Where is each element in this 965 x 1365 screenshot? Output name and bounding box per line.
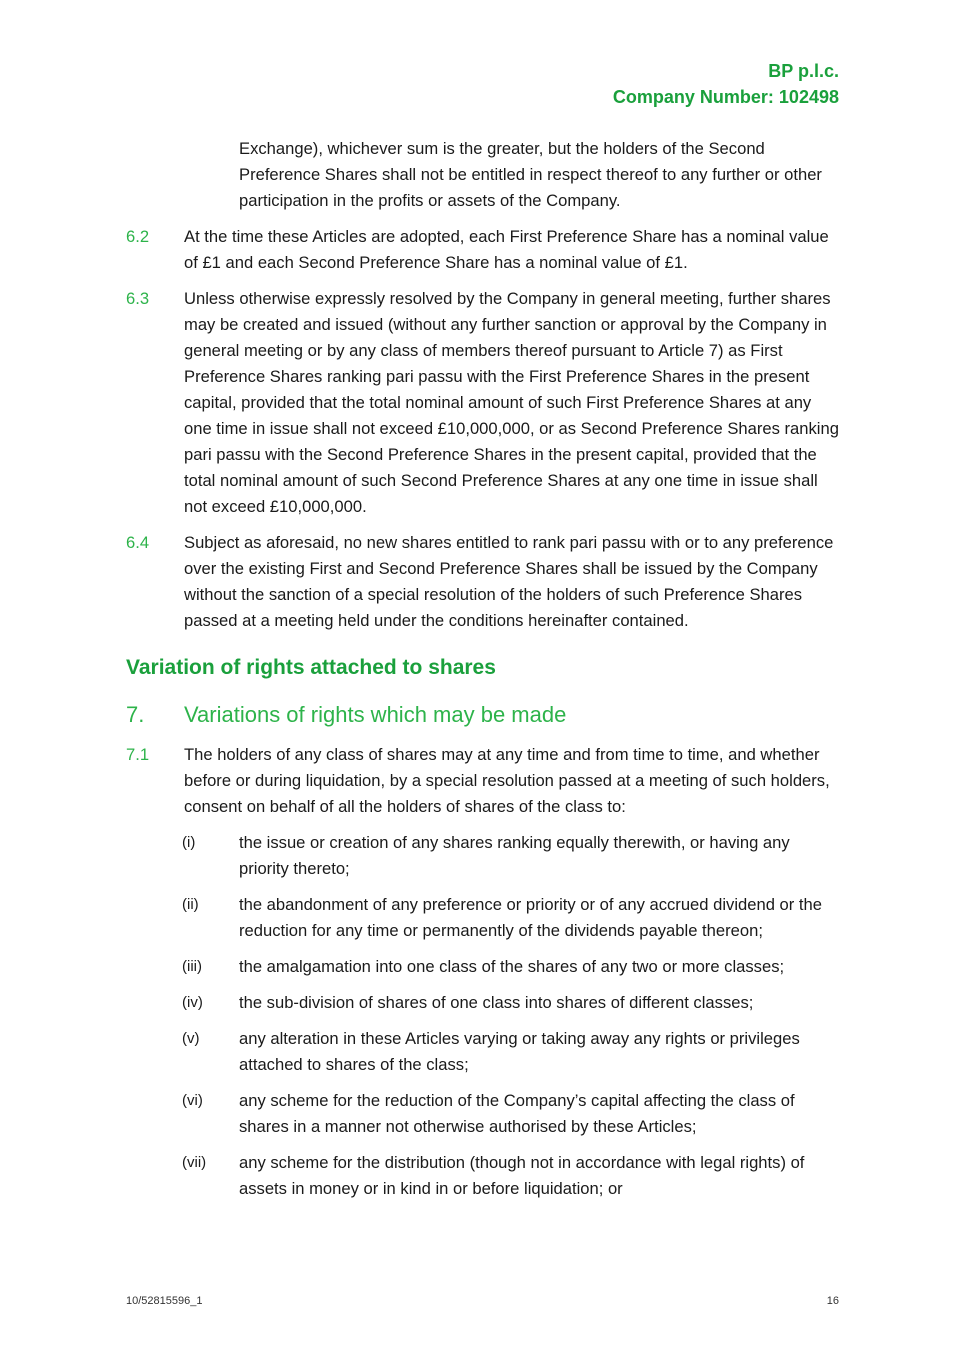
clause-6-4 [126, 530, 840, 634]
clause-text: At the time these Articles are adopted, each First Preference Share has a nominal value of £1 and each Second Preference Share has a nominal value of £1. [184, 227, 829, 272]
list-item-text: any scheme for the distribution (though not in accordance with legal rights) of assets in money or in kind in or before liquidation; or [239, 1153, 805, 1198]
list-item-number: (v) [182, 1030, 200, 1047]
document-body [126, 136, 840, 1212]
clause-text: The holders of any class of shares may at any time and from time to time, and whether before or during liquidation, by a special resolution passed at a meeting of such holders, consent on behalf of all the holders of shares of the class to: [184, 745, 830, 816]
article-title: Variations of rights which may be made [184, 702, 567, 727]
article-heading [126, 700, 840, 730]
document-reference: 10/52815596_1 [126, 1295, 203, 1307]
list-item-number: (iii) [182, 958, 202, 975]
clause-number: 7.1 [126, 745, 150, 764]
list-item [126, 1150, 840, 1202]
article-number: 7. [126, 702, 145, 727]
clause-text: Subject as aforesaid, no new shares entitled to rank pari passu with or to any preference over the existing First and Second Preference Shares shall be issued by the Company without the sanction of a special resolution of the holders of such Preference Shares passed at a meeting held under the conditions hereinafter contained. [184, 533, 834, 630]
list-item-number: (vi) [182, 1092, 203, 1109]
company-name: BP p.l.c. [768, 61, 839, 81]
list-item-text: any scheme for the reduction of the Company’s capital affecting the class of shares in a manner not otherwise authorised by these Articles; [239, 1091, 795, 1136]
list-item [126, 830, 840, 882]
list-item-text: the sub-division of shares of one class into shares of different classes; [239, 993, 754, 1012]
list-item [126, 990, 840, 1016]
clause-text: Unless otherwise expressly resolved by the Company in general meeting, further shares may be created and issued (without any further sanction or approval by the Company in general meeting or by any class of members thereof pursuant to Article 7) as First Preference Shares ranking pari passu with the First Preference Shares in the present capital, provided that the total nominal amount of such First Preference Shares at any one time in issue shall not exceed £10,000,000, or as Second Preference Shares ranking pari passu with the Second Preference Shares in the present capital, provided that the total nominal amount of such Second Preference Shares at any one time in issue shall not exceed £10,000,000. [184, 289, 839, 516]
clause-number: 6.4 [126, 533, 150, 552]
list-item [126, 1026, 840, 1078]
list-item-text: the issue or creation of any shares ranking equally therewith, or having any priority thereto; [239, 833, 790, 878]
page-header [613, 58, 839, 110]
company-number: Company Number: 102498 [612, 87, 839, 107]
continuation-paragraph: Exchange), whichever sum is the greater, but the holders of the Second Preference Shares shall not be entitled in respect thereof to any further or other participation in the profits or assets of the Company. [239, 139, 822, 210]
clause-6-3 [126, 286, 840, 520]
clause-number: 6.3 [126, 289, 150, 308]
clause-7-1 [126, 742, 840, 820]
list-item [126, 892, 840, 944]
clause-6-2 [126, 224, 840, 276]
list-item-number: (vii) [182, 1154, 207, 1171]
list-item-text: the abandonment of any preference or priority or of any accrued dividend or the reduction for any time or permanently of the dividends payable thereon; [239, 895, 822, 940]
list-item [126, 954, 840, 980]
list-item-number: (i) [182, 834, 196, 851]
page-number: 16 [826, 1295, 839, 1307]
section-heading: Variation of rights attached to shares [126, 656, 496, 679]
list-item-text: any alteration in these Articles varying or taking away any rights or privileges attached to shares of the class; [239, 1029, 800, 1074]
list-item-number: (iv) [182, 994, 203, 1011]
list-item [126, 1088, 840, 1140]
clause-number: 6.2 [126, 227, 150, 246]
list-item-text: the amalgamation into one class of the shares of any two or more classes; [239, 957, 785, 976]
list-item-number: (ii) [182, 896, 199, 913]
